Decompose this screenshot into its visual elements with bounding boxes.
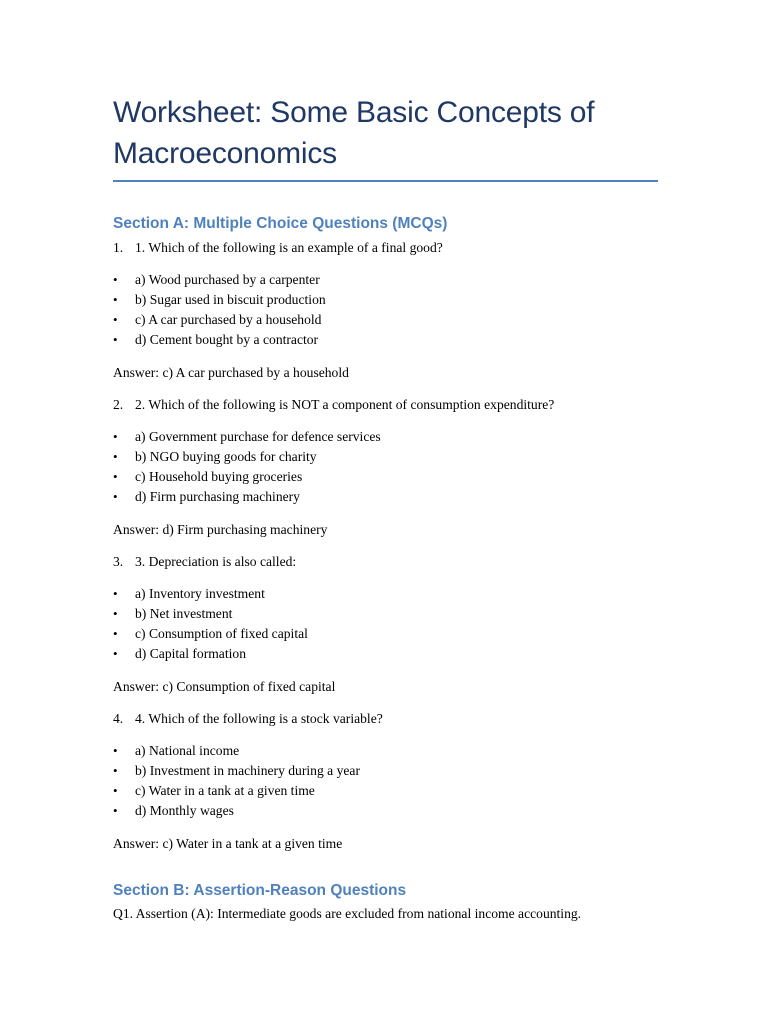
page-title: Worksheet: Some Basic Concepts of Macroeconomics bbox=[113, 96, 595, 170]
bullet-icon: • bbox=[113, 586, 118, 601]
option-list bbox=[113, 741, 658, 821]
option-text: a) Inventory investment bbox=[135, 586, 265, 601]
bullet-icon: • bbox=[113, 272, 118, 287]
question-line bbox=[113, 238, 658, 258]
option-item bbox=[113, 467, 658, 487]
option-item bbox=[113, 741, 658, 761]
option-text: a) National income bbox=[135, 743, 240, 758]
option-item bbox=[113, 310, 658, 330]
answer-text: Answer: c) Consumption of fixed capital bbox=[113, 679, 336, 694]
option-item bbox=[113, 801, 658, 821]
option-text: d) Cement bought by a contractor bbox=[135, 332, 319, 347]
option-item bbox=[113, 290, 658, 310]
option-item bbox=[113, 270, 658, 290]
option-text: c) Household buying groceries bbox=[135, 469, 303, 484]
option-item bbox=[113, 624, 658, 644]
title-underline bbox=[113, 180, 658, 182]
question-text: 1. Which of the following is an example of a final good? bbox=[135, 240, 443, 255]
answer-text: Answer: c) A car purchased by a household bbox=[113, 365, 349, 380]
question-line bbox=[113, 709, 658, 729]
section-a-heading: Section A: Multiple Choice Questions (MCQs) bbox=[113, 215, 448, 232]
bullet-icon: • bbox=[113, 626, 118, 641]
question-number: 4. bbox=[113, 711, 124, 726]
option-item bbox=[113, 644, 658, 664]
bullet-icon: • bbox=[113, 292, 118, 307]
option-text: d) Monthly wages bbox=[135, 803, 234, 818]
option-item bbox=[113, 487, 658, 507]
option-item bbox=[113, 447, 658, 467]
bullet-icon: • bbox=[113, 449, 118, 464]
bullet-icon: • bbox=[113, 312, 118, 327]
question-text: 4. Which of the following is a stock variable? bbox=[135, 711, 383, 726]
bullet-icon: • bbox=[113, 429, 118, 444]
option-text: b) NGO buying goods for charity bbox=[135, 449, 317, 464]
bullet-icon: • bbox=[113, 783, 118, 798]
question-number: 1. bbox=[113, 240, 124, 255]
option-item bbox=[113, 781, 658, 801]
option-item bbox=[113, 330, 658, 350]
option-text: b) Investment in machinery during a year bbox=[135, 763, 360, 778]
bullet-icon: • bbox=[113, 332, 118, 347]
question-text: 2. Which of the following is NOT a component of consumption expenditure? bbox=[135, 397, 555, 412]
option-list bbox=[113, 584, 658, 664]
option-item bbox=[113, 604, 658, 624]
bullet-icon: • bbox=[113, 763, 118, 778]
bullet-icon: • bbox=[113, 646, 118, 661]
option-item bbox=[113, 427, 658, 447]
question-number: 3. bbox=[113, 554, 124, 569]
option-text: b) Sugar used in biscuit production bbox=[135, 292, 326, 307]
option-text: d) Capital formation bbox=[135, 646, 246, 661]
question-block bbox=[113, 552, 658, 697]
answer-text: Answer: d) Firm purchasing machinery bbox=[113, 522, 328, 537]
option-item bbox=[113, 584, 658, 604]
option-text: a) Government purchase for defence services bbox=[135, 429, 381, 444]
section-b-heading: Section B: Assertion-Reason Questions bbox=[113, 882, 407, 899]
option-item bbox=[113, 761, 658, 781]
question-line bbox=[113, 395, 658, 415]
question-number: 2. bbox=[113, 397, 124, 412]
bullet-icon: • bbox=[113, 803, 118, 818]
question-block bbox=[113, 238, 658, 383]
option-text: c) Water in a tank at a given time bbox=[135, 783, 315, 798]
option-list bbox=[113, 427, 658, 507]
option-text: d) Firm purchasing machinery bbox=[135, 489, 300, 504]
worksheet-page bbox=[113, 92, 658, 924]
bullet-icon: • bbox=[113, 469, 118, 484]
bullet-icon: • bbox=[113, 743, 118, 758]
option-text: b) Net investment bbox=[135, 606, 233, 621]
option-text: c) Consumption of fixed capital bbox=[135, 626, 308, 641]
question-text: 3. Depreciation is also called: bbox=[135, 554, 297, 569]
question-line bbox=[113, 552, 658, 572]
option-text: c) A car purchased by a household bbox=[135, 312, 322, 327]
bullet-icon: • bbox=[113, 606, 118, 621]
answer-text: Answer: c) Water in a tank at a given time bbox=[113, 836, 343, 851]
question-block bbox=[113, 709, 658, 854]
question-block bbox=[113, 395, 658, 540]
option-text: a) Wood purchased by a carpenter bbox=[135, 272, 320, 287]
bullet-icon: • bbox=[113, 489, 118, 504]
assertion-question-1: Q1. Assertion (A): Intermediate goods are excluded from national income accounting. bbox=[113, 906, 582, 921]
option-list bbox=[113, 270, 658, 350]
question-list bbox=[113, 238, 658, 854]
